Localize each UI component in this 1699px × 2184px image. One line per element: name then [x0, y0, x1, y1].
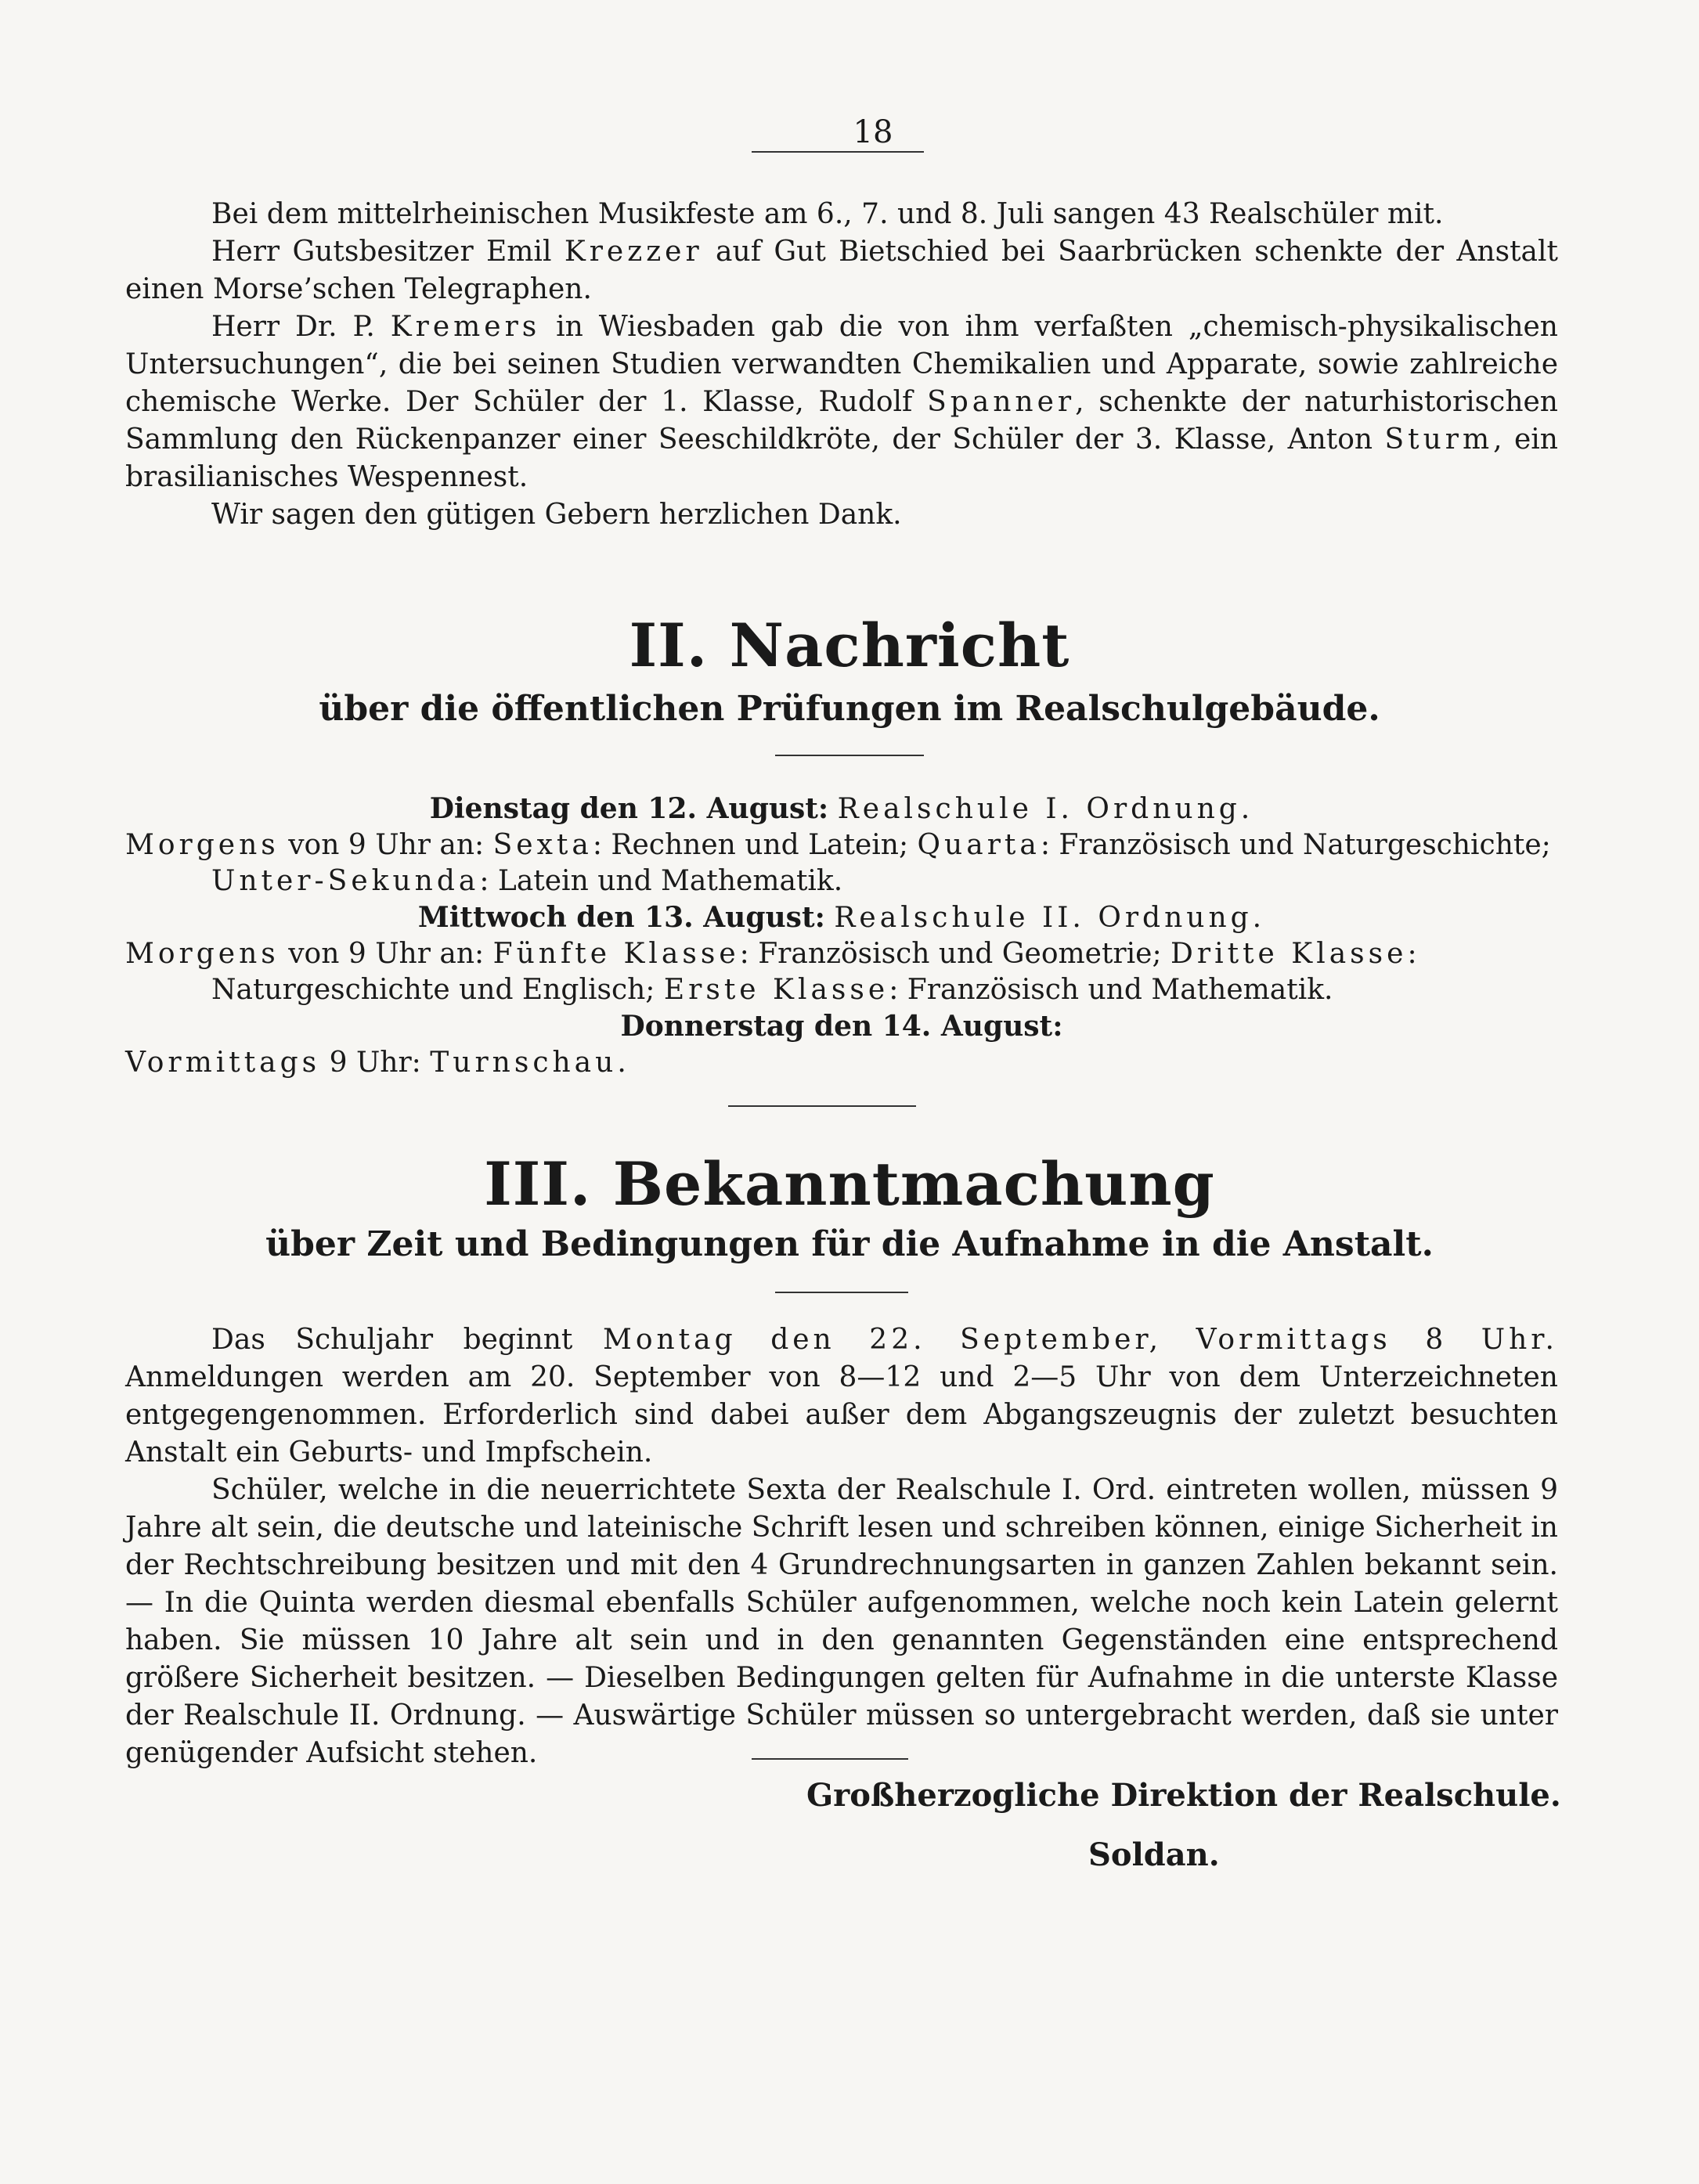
exam-schedule [125, 791, 1558, 1081]
page-number-rule [752, 151, 924, 153]
admission-paragraph-2: Schüler, welche in die neuerrichtete Sexta der Realschule I. Ord. eintreten wollen, müssen 9 Jahre alt sein, die deutsche und lateinische Schrift lesen und schreiben können, einige Sicherheit in der Rechtschreibung besitzen und mit den 4 Grundrechnungsarten in ganzen Zahlen bekannt sein. — In die Quinta werden diesmal ebenfalls Schüler aufgenommen, welche noch kein Latein gelernt haben. Sie müssen 10 Jahre alt sein und in den genannten Gegenständen eine entsprechend größere Sicherheit besitzen. — Dieselben Bedingungen gelten für Aufnahme in die unterste Klasse der Realschule II. Ordnung. — Auswärtige Schüler müssen so untergebracht werden, daß sie unter genügender Aufsicht stehen. [125, 1474, 1558, 1769]
intro-paragraph-4: Wir sagen den gütigen Gebern herzlichen Dank. [211, 499, 902, 531]
page-number: 18 [853, 114, 893, 150]
admission-block [125, 1321, 1558, 1772]
schedule-tuesday-line-1: Morgens von 9 Uhr an: Sexta: Rechnen und Latein; Quarta: Französisch und Naturgeschichte; [125, 829, 1551, 861]
school-start-date: Montag den 22. September, Vormittags 8 Uhr. [602, 1324, 1558, 1356]
intro-paragraph-1: Bei dem mittelrheinischen Musikfeste am 6., 7. und 8. Juli sangen 43 Realschüler mit. [211, 198, 1444, 230]
schedule-wednesday-line-1: Morgens von 9 Uhr an: Fünfte Klasse: Französisch und Geometrie; Dritte Klasse: [125, 938, 1417, 970]
section-divider [728, 1105, 916, 1107]
section-3-heading: III. Bekanntmachung [484, 1149, 1215, 1219]
admission-paragraph-1: Das Schuljahr beginnt Montag den 22. September, Vormittags 8 Uhr. Anmeldungen werden am 20. September von 8—12 und 2—5 Uhr von dem Unterzeichneten entgegengenommen. Erforderlich sind dabei außer dem Abgangszeugnis der zuletzt besuchten Anstalt ein Geburts- und Impfschein. [125, 1324, 1558, 1469]
section-2-subheading: über die öffentlichen Prüfungen im Realschulgebäude. [319, 689, 1380, 729]
signature-name: Soldan. [1088, 1836, 1220, 1873]
intro-paragraph-3: Herr Dr. P. Kremers in Wiesbaden gab die von ihm verfaßten „chemisch-physikalischen Untersuchungen“, die bei seinen Studien verwandten Chemikalien und Apparate, sowie zahlreiche chemische Werke. Der Schüler der 1. Klasse, Rudolf Spanner, schenkte der naturhistorischen Sammlung den Rückenpanzer einer Seeschildkröte, der Schüler der 3. Klasse, Anton Sturm, ein brasilianisches Wespennest. [125, 311, 1558, 493]
donor-name: Kremers [390, 311, 541, 343]
section-2-heading: II. Nachricht [629, 611, 1070, 680]
intro-paragraph-2: Herr Gutsbesitzer Emil Krezzer auf Gut Bietschied bei Saarbrücken schenkte der Anstalt einen Morse’schen Telegraphen. [125, 236, 1558, 305]
section-2-rule [775, 755, 924, 756]
signature-rule [752, 1758, 908, 1760]
intro-block [125, 196, 1558, 534]
schedule-day-wednesday: Mittwoch den 13. August: Realschule II. Ordnung. [417, 901, 1266, 934]
schedule-tuesday-line-2: Unter-Sekunda: Latein und Mathematik. [211, 865, 843, 897]
donor-name: Sturm [1384, 423, 1494, 456]
schedule-thursday-line-1: Vormittags 9 Uhr: Turnschau. [125, 1047, 626, 1079]
signature-department: Großherzogliche Direktion der Realschule. [806, 1777, 1561, 1814]
schedule-day-tuesday: Dienstag den 12. August: Realschule I. Ordnung. [429, 792, 1254, 825]
section-3-rule [775, 1292, 908, 1293]
schedule-day-thursday: Donnerstag den 14. August: [620, 1010, 1063, 1043]
donor-name: Krezzer [564, 236, 703, 268]
schedule-wednesday-line-2: Naturgeschichte und Englisch; Erste Klasse: Französisch und Mathematik. [211, 974, 1333, 1006]
donor-name: Spanner [927, 386, 1076, 418]
section-3-subheading: über Zeit und Bedingungen für die Aufnahme in die Anstalt. [265, 1224, 1434, 1264]
